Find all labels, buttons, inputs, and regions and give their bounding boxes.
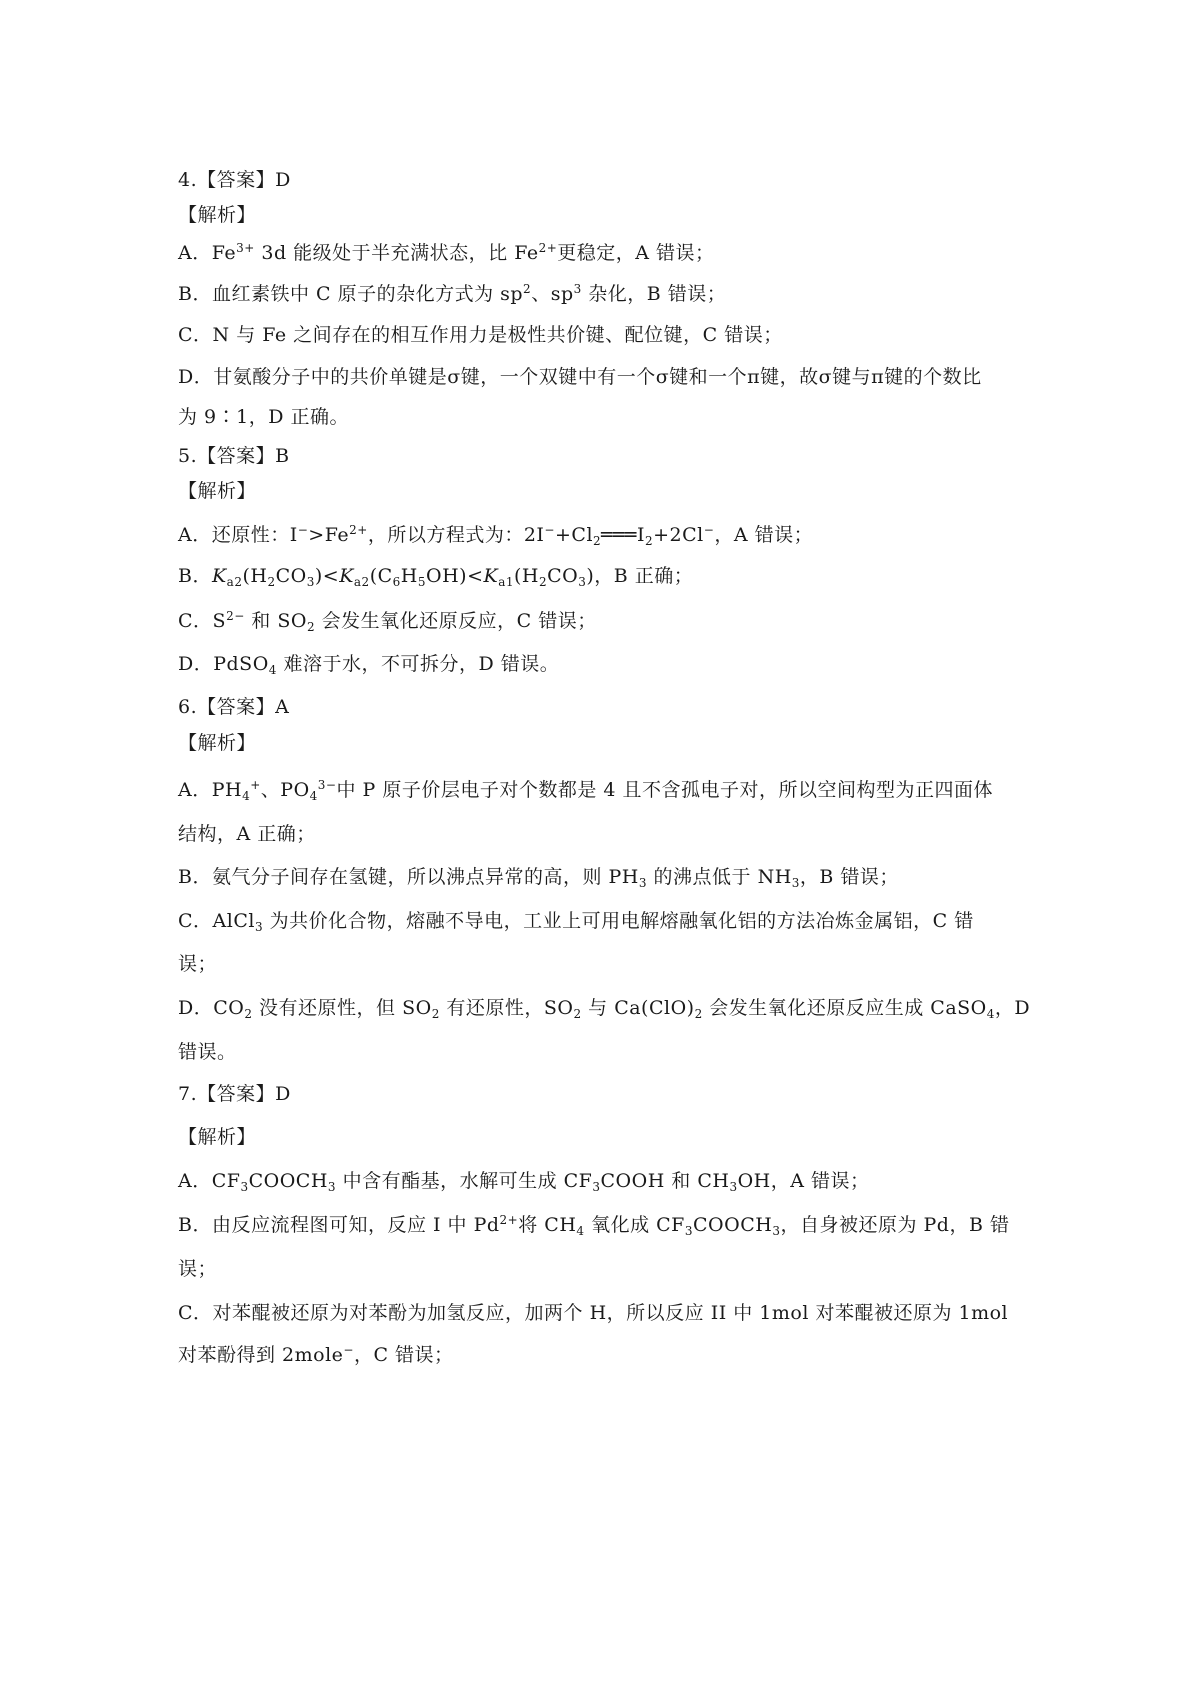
analysis-7-option-c: C．对苯醌被还原为对苯酚为加氢反应，加两个 H，所以反应 II 中 1mol 对苯醌被还原为 1mol [178, 1302, 1009, 1324]
analysis-4-option-d-cont: 为 9∶1，D 正确。 [178, 406, 349, 428]
analysis-6-option-a-cont: 结构，A 正确； [178, 823, 316, 845]
analysis-6-option-c: C．AlCl$_3$ 为共价化合物，熔融不导电，工业上可用电解熔融氧化铝的方法冶炼金属铝，C 错 [178, 910, 974, 934]
analysis-6-option-c-cont: 误； [178, 953, 218, 975]
analysis-6-label: 【解析】 [178, 732, 257, 754]
analysis-4-label: 【解析】 [178, 204, 257, 226]
analysis-4-option-b: B．血红素铁中 C 原子的杂化方式为 $sp^2$、$sp^3$ 杂化，B 错误； [178, 282, 727, 305]
analysis-7-option-b: B．由反应流程图可知，反应 I 中 $Pd^{2+}$将 $CH_4$ 氧化成 $CF_3COOCH_3$，自身被还原为 Pd，B 错 [178, 1213, 1010, 1238]
analysis-6-option-b: B．氨气分子间存在氢键，所以沸点异常的高，则 $PH_3$ 的沸点低于 $NH_3$，B 错误； [178, 866, 899, 890]
analysis-7-option-c-cont: 对苯酚得到 2mole−，C 错误； [178, 1343, 454, 1366]
answer-6-heading: 6.【答案】A [178, 696, 290, 718]
analysis-5-option-c: C．$S^{2-}$ 和 $SO_2$ 会发生氧化还原反应，C 错误； [178, 609, 597, 634]
analysis-7-label: 【解析】 [178, 1126, 257, 1148]
analysis-7-option-a: A．$CF_3COOCH_3$ 中含有酯基，水解可生成 $CF_3COOH$ 和 $CH_3OH$，A 错误； [178, 1170, 870, 1194]
answer-4-heading: 4.【答案】D [178, 169, 291, 191]
analysis-5-option-a: A．还原性：$I^->Fe^{2+}$，所以方程式为：$2I^-+Cl_2═══I_2+2Cl^-$，A 错误； [178, 523, 814, 548]
answer-7-heading: 7.【答案】D [178, 1083, 291, 1105]
answer-5-heading: 5.【答案】B [178, 445, 290, 467]
analysis-5-option-d: D．PdSO$_4$ 难溶于水，不可拆分，D 错误。 [178, 653, 560, 677]
analysis-4-option-a: A．$Fe^{3+}$ 3d 能级处于半充满状态，比 $Fe^{2+}$更稳定，A 错误； [178, 241, 715, 264]
analysis-6-option-d: D．$CO_2$ 没有还原性，但 $SO_2$ 有还原性，$SO_2$ 与 $Ca(ClO)_2$ 会发生氧化还原反应生成 CaSO$_4$，D [178, 997, 1031, 1021]
analysis-4-option-d: D．甘氨酸分子中的共价单键是σ键，一个双键中有一个σ键和一个π键，故σ键与π键的个数比 [178, 366, 982, 388]
analysis-4-option-c: C．N 与 Fe 之间存在的相互作用力是极性共价键、配位键，C 错误； [178, 324, 783, 346]
analysis-6-option-d-cont: 错误。 [178, 1041, 237, 1063]
analysis-6-option-a: A．$PH_4^+$、$PO_4^{3-}$中 P 原子价层电子对个数都是 4 且不含孤电子对，所以空间构型为正四面体 [178, 778, 994, 803]
analysis-7-option-b-cont: 误； [178, 1258, 218, 1280]
analysis-5-label: 【解析】 [178, 480, 257, 502]
analysis-5-option-b: B．$K_{a2}(H_2CO_3)<K_{a2}(C_6H_5OH)<K_{a1}(H_2CO_3)$，B 正确； [178, 565, 694, 589]
